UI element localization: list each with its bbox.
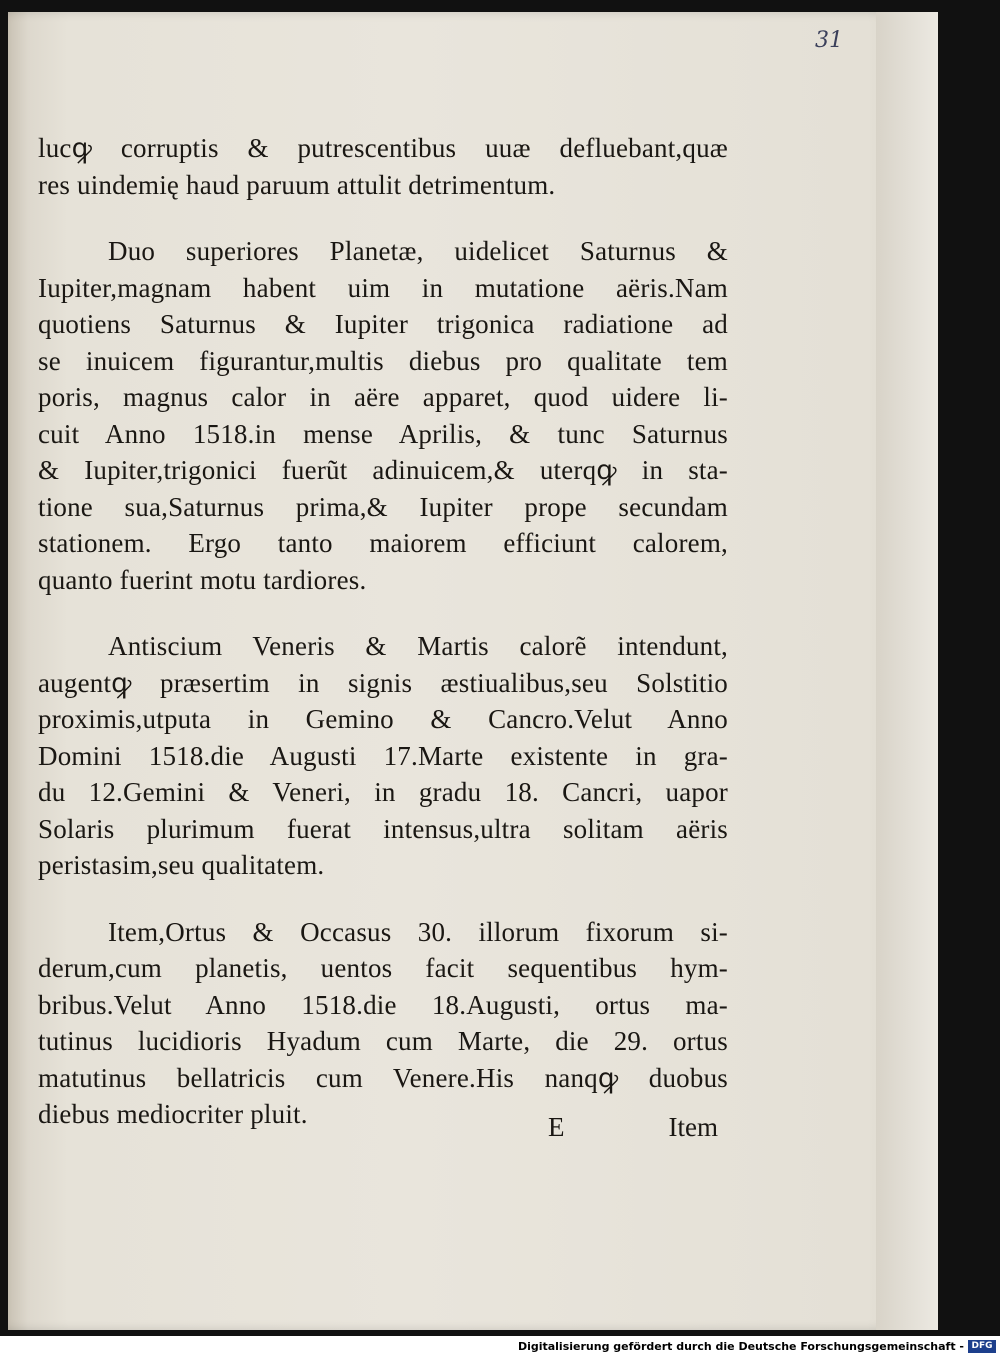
paragraph-gap: [38, 598, 728, 628]
catch-line: [38, 1112, 728, 1152]
text-line: Item,Ortus & Occasus 30. illorum fixorum si-: [108, 916, 728, 947]
paragraph: [38, 130, 728, 203]
page-edge: [876, 12, 938, 1330]
text-line: cuit Anno 1518.in mense Aprilis, & tunc Saturnus: [38, 418, 728, 449]
book-page: [8, 12, 938, 1330]
dfg-logo: DFG: [968, 1340, 996, 1353]
text-line: Iupiter,magnam habent uim in mutatione aëris.Nam: [38, 272, 728, 303]
text-line: diebus mediocriter pluit.: [38, 1099, 308, 1129]
footer-bar: [0, 1336, 1000, 1356]
text-line: lucꝙ corruptis & putrescentibus uuæ defluebant,quæ: [38, 133, 728, 163]
text-line: quanto fuerint motu tardiores.: [38, 564, 367, 595]
text-line: Solaris plurimum fuerat intensus,ultra solitam aëris: [38, 813, 728, 844]
text-line: bribus.Velut Anno 1518.die 18.Augusti, ortus ma-: [38, 989, 728, 1020]
text-line: res uindemię haud paruum attulit detrimentum.: [38, 169, 556, 200]
page-text: [38, 130, 728, 1133]
text-line: proximis,utputa in Gemino & Cancro.Velut Anno: [38, 704, 728, 734]
folio-number: 31: [815, 28, 843, 53]
text-line: poris, magnus calor in aëre apparet, quod uidere li-: [38, 382, 728, 412]
text-line: Duo superiores Planetæ, uidelicet Saturnus &: [108, 236, 728, 266]
paragraph-gap: [38, 884, 728, 914]
text-line: stationem. Ergo tanto maiorem efficiunt calorem,: [38, 528, 728, 558]
text-line: & Iupiter,trigonici fuerũt adinuicem,& uterqꝙ in sta-: [38, 455, 728, 485]
funding-credit: Digitalisierung gefördert durch die Deutsche Forschungsgemeinschaft -: [517, 1340, 964, 1353]
text-line: matutinus bellatricis cum Venere.His nanqꝙ duobus: [38, 1062, 728, 1093]
text-line: Domini 1518.die Augusti 17.Marte existente in gra-: [38, 740, 728, 771]
text-line: du 12.Gemini & Veneri, in gradu 18. Cancri, uapor: [38, 777, 728, 807]
text-line: peristasim,seu qualitatem.: [38, 850, 325, 880]
text-line: quotiens Saturnus & Iupiter trigonica radiatione ad: [38, 309, 728, 339]
text-line: tione sua,Saturnus prima,& Iupiter prope secundam: [38, 491, 728, 522]
paragraph-gap: [38, 203, 728, 233]
text-line: tutinus lucidioris Hyadum cum Marte, die 29. ortus: [38, 1026, 728, 1056]
paragraph: [38, 914, 728, 1133]
paragraph: [38, 233, 728, 598]
catchword: Item: [668, 1112, 718, 1142]
text-line: derum,cum planetis, uentos facit sequentibus hym-: [38, 953, 728, 983]
signature-mark: E: [548, 1112, 565, 1142]
paragraph: [38, 628, 728, 884]
text-line: augentꝙ præsertim in signis æstiualibus,seu Solstitio: [38, 667, 728, 698]
text-line: se inuicem figurantur,multis diebus pro qualitate tem: [38, 345, 728, 376]
text-line: Antiscium Veneris & Martis calorẽ intendunt,: [108, 631, 728, 661]
